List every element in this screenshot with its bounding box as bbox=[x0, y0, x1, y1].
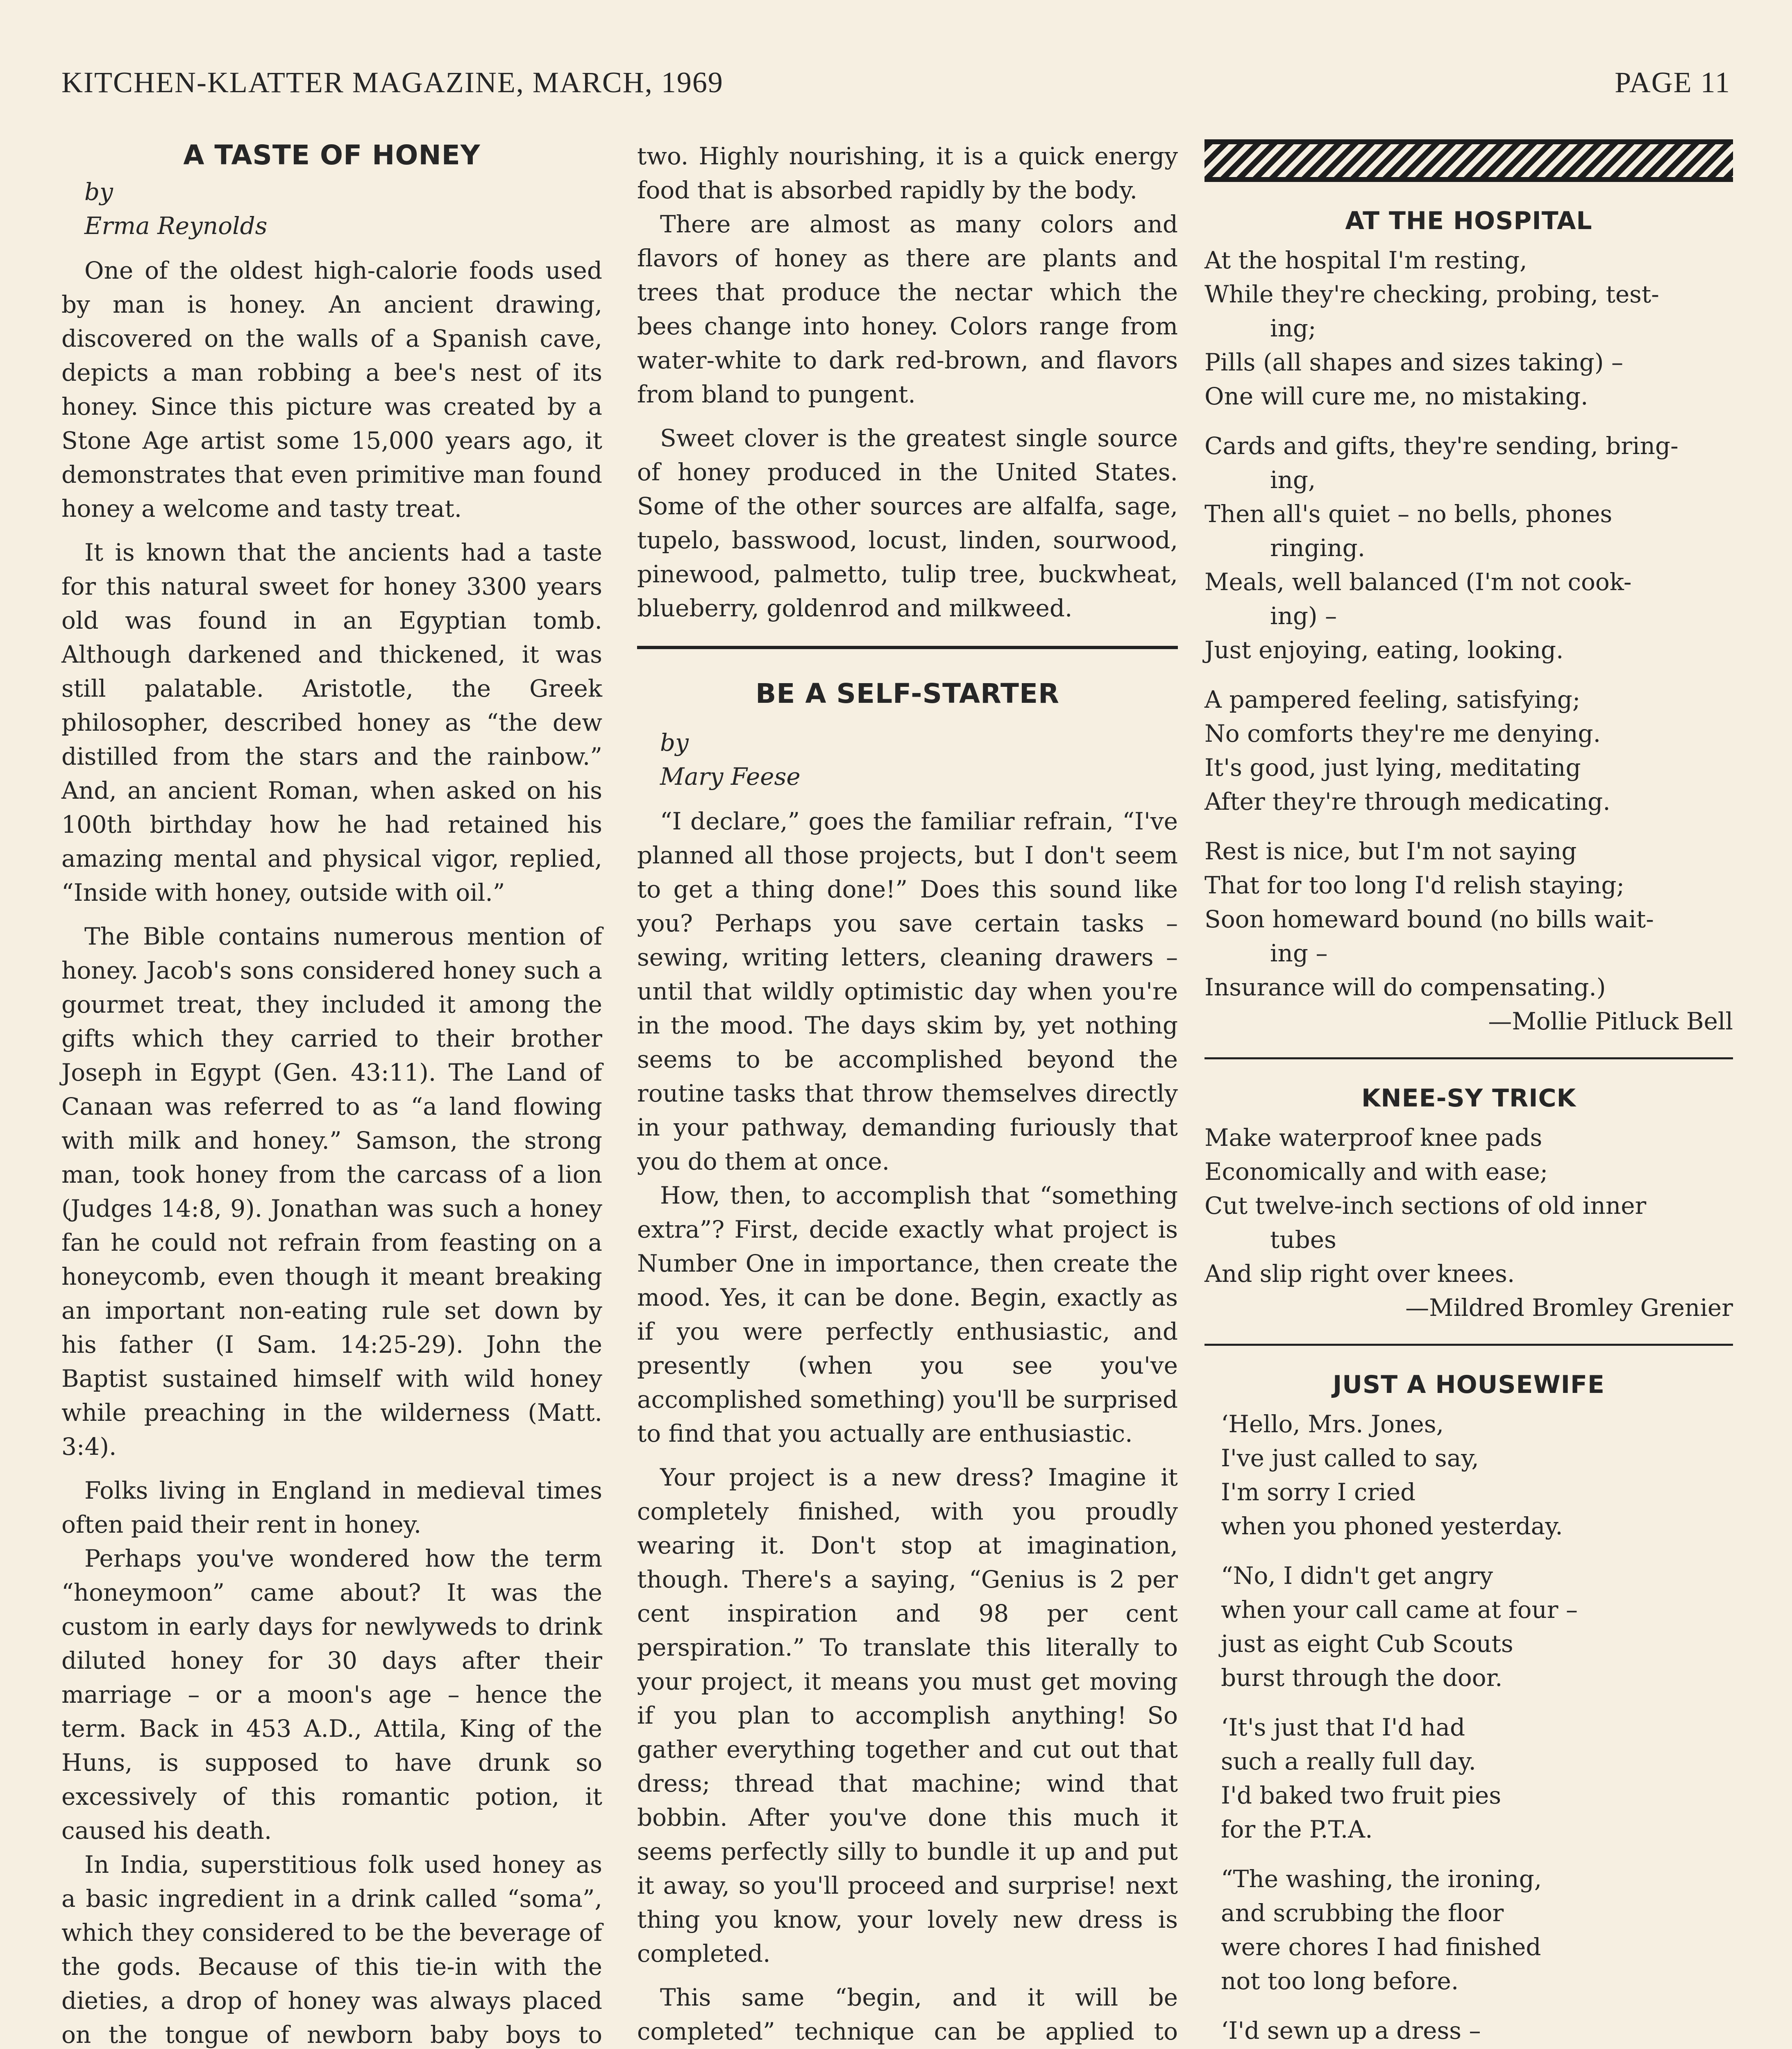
page-number: PAGE 11 bbox=[1615, 66, 1731, 99]
stanza bbox=[1204, 429, 1733, 667]
stanza bbox=[1204, 243, 1733, 413]
author-name: Erma Reynolds bbox=[84, 212, 268, 240]
paragraph: Folks living in England in medieval times often paid their rent in honey. bbox=[61, 1477, 602, 1538]
stanza bbox=[1204, 834, 1733, 1004]
stanza bbox=[1204, 683, 1733, 819]
author-name: Mary Feese bbox=[660, 763, 801, 791]
poem-line: ringing. bbox=[1270, 534, 1366, 562]
poem-line: Just enjoying, eating, looking. bbox=[1204, 636, 1564, 664]
poem-line: such a really full day. bbox=[1221, 1747, 1476, 1775]
section-divider bbox=[637, 646, 1178, 649]
poem-signature: —Mildred Bromley Grenier bbox=[1405, 1294, 1733, 1322]
paragraph: Perhaps you've wondered how the term “honeymoon” came about? It was the custom in early days for newlyweds to drink diluted honey for 30 days after their marriage – or a moon's age – hence the term. Back in 453 A.D., Attila, King of the Huns, is supposed to have drunk so excessively of this romantic potion, it caused his death. bbox=[61, 1545, 602, 1845]
poem-line: Make waterproof knee pads bbox=[1204, 1124, 1542, 1152]
paragraph: One of the oldest high-calorie foods used by man is honey. An ancient drawing, discovered on the walls of a Spanish cave, depicts a man robbing a bee's nest of its honey. Since this picture was created by a Stone Age artist some 15,000 years ago, it demonstrates that even primitive man found honey a welcome and tasty treat. bbox=[61, 257, 602, 522]
poem-line: when you phoned yesterday. bbox=[1221, 1512, 1563, 1540]
poem-line: “No, I didn't get angry bbox=[1221, 1562, 1493, 1590]
paragraph: “I declare,” goes the familiar refrain, “I've planned all those projects, but I don't seem to get a thing done!” Does this sound like you? Perhaps you save certain tasks – sewing, writing letters, cleaning drawers – until that wildly optimistic day when you're in the mood. The days skim by, yet nothing seems to be accomplished beyond the routine tasks that throw themselves directly in your pathway, demanding furiously that you do them at once. bbox=[637, 807, 1178, 1175]
poem-line: I've just called to say, bbox=[1221, 1444, 1479, 1472]
column-2 bbox=[637, 139, 1178, 2049]
poem-line: Economically and with ease; bbox=[1204, 1158, 1548, 1186]
paragraph: Your project is a new dress? Imagine it completely finished, with you proudly wearing it. Don't stop at imagination, though. There's a saying, “Genius is 2 per cent inspiration and 98 per cent perspiration.” To translate this literally to your project, it means you must get moving if you plan to accomplish anything! So gather everything together and cut out that dress; thread that machine; wind that bobbin. After you've done this much it seems perfectly silly to bundle it up and put it away, so you'll proceed and surprise! next thing you know, your lovely new dress is completed. bbox=[637, 1463, 1178, 1967]
poem-line: Meals, well balanced (I'm not cook- bbox=[1204, 568, 1632, 596]
poem-line: That for too long I'd relish staying; bbox=[1204, 871, 1624, 899]
poem-title-housewife: JUST A HOUSEWIFE bbox=[1332, 1370, 1605, 1399]
poem-line: Insurance will do compensating.) bbox=[1204, 973, 1606, 1001]
poem-line: Cards and gifts, they're sending, bring- bbox=[1204, 432, 1679, 460]
paragraph: There are almost as many colors and flavors of honey as there are plants and trees that produce the nectar which the bees change into honey. Colors range from water-white to dark red-brown, and flavors from bland to pungent. bbox=[637, 210, 1178, 408]
poem-line: ing; bbox=[1270, 314, 1316, 342]
poem-line: “The washing, the ironing, bbox=[1221, 1865, 1542, 1893]
poem-line: After they're through medicating. bbox=[1204, 788, 1611, 816]
stanza bbox=[1204, 1711, 1733, 1847]
stanza bbox=[1204, 1559, 1733, 1695]
poem-line: It's good, just lying, meditating bbox=[1204, 754, 1581, 781]
poem-line: At the hospital I'm resting, bbox=[1204, 246, 1527, 274]
stanza bbox=[1204, 1862, 1733, 1998]
poem-line: ing – bbox=[1270, 939, 1328, 967]
poem-line: Then all's quiet – no bells, phones bbox=[1204, 500, 1613, 528]
section-divider bbox=[1204, 1344, 1733, 1346]
poem-line: ing) – bbox=[1270, 602, 1337, 630]
byline-self-starter bbox=[637, 726, 1178, 794]
article-title-honey: A TASTE OF HONEY bbox=[183, 139, 481, 171]
stanza bbox=[1204, 1407, 1733, 1543]
byline-by: by bbox=[660, 729, 689, 756]
poem-line: Soon homeward bound (no bills wait- bbox=[1204, 905, 1654, 933]
stanza bbox=[1204, 2014, 1733, 2049]
section-divider bbox=[1204, 1057, 1733, 1059]
poem-line: Pills (all shapes and sizes taking) – bbox=[1204, 348, 1623, 376]
byline-by: by bbox=[84, 178, 113, 206]
column-1 bbox=[61, 139, 602, 2049]
paragraph: The Bible contains numerous mention of honey. Jacob's sons considered honey such a gourmet treat, they included it among the gifts which they carried to their brother Joseph in Egypt (Gen. 43:11). The Land of Canaan was referred to as “a land flowing with milk and honey.” Samson, the strong man, took honey from the carcass of a lion (Judges 14:8, 9). Jonathan was such a honey fan he could not refrain from feasting on a honeycomb, even though it meant breaking an important non-eating rule set down by his father (I Sam. 14:25-29). John the Baptist sustained himself with wild honey while preaching in the wilderness (Matt. 3:4). bbox=[61, 922, 602, 1461]
column-3 bbox=[1204, 139, 1733, 2049]
poem-line: ‘Hello, Mrs. Jones, bbox=[1221, 1410, 1444, 1438]
poem-signature: —Mollie Pitluck Bell bbox=[1488, 1007, 1733, 1035]
paragraph: It is known that the ancients had a taste for this natural sweet for honey 3300 years old was found in an Egyptian tomb. Although darkened and thickened, it was still palatable. Aristotle, the Greek philosopher, described honey as “the dew distilled from the stars and the rainbow.” And, an ancient Roman, when asked on his 100th birthday how he had retained his amazing mental and physical vigor, replied, “Inside with honey, outside with oil.” bbox=[61, 538, 602, 906]
paragraph: two. Highly nourishing, it is a quick energy food that is absorbed rapidly by the body. bbox=[637, 142, 1178, 204]
stanza bbox=[1204, 1121, 1733, 1291]
poem-line: While they're checking, probing, test- bbox=[1204, 280, 1659, 308]
poem-line: Rest is nice, but I'm not saying bbox=[1204, 837, 1577, 865]
poem-line: for the P.T.A. bbox=[1221, 1815, 1373, 1843]
decorative-border bbox=[1204, 139, 1733, 182]
poem-line: were chores I had finished bbox=[1221, 1933, 1541, 1961]
poem-line: Cut twelve-inch sections of old inner bbox=[1204, 1192, 1647, 1220]
poem-line: tubes bbox=[1270, 1226, 1336, 1254]
poem-title-hospital: AT THE HOSPITAL bbox=[1345, 207, 1592, 235]
poem-line: burst through the door. bbox=[1221, 1664, 1503, 1692]
paragraph: How, then, to accomplish that “something extra”? First, decide exactly what project is Number One in importance, then create the mood. Yes, it can be done. Begin, exactly as if you were perfectly enthusiastic, and presently (when you see you've accomplished something) you'll be surprised to find that you actually are enthusiastic. bbox=[637, 1181, 1178, 1447]
poem-line: not too long before. bbox=[1221, 1967, 1459, 1995]
poem-body bbox=[1204, 1407, 1733, 2049]
paragraph: This same “begin, and it will be completed” technique can be applied to bbox=[637, 1983, 1178, 2045]
poem-line: I'm sorry I cried bbox=[1221, 1478, 1416, 1506]
byline-honey bbox=[61, 175, 602, 243]
paragraph: In India, superstitious folk used honey as a basic ingredient in a drink called “soma”, which they considered to be the beverage of the gods. Because of this tie-in with the dieties, a drop of honey was always placed on the tongue of newborn baby boys to bbox=[61, 1851, 602, 2049]
poem-line: when your call came at four – bbox=[1221, 1596, 1578, 1624]
poem-line: just as eight Cub Scouts bbox=[1221, 1630, 1513, 1658]
poem-line: ‘I'd sewn up a dress – bbox=[1221, 2017, 1481, 2044]
poem-line: I'd baked two fruit pies bbox=[1221, 1781, 1502, 1809]
running-head bbox=[61, 66, 1731, 107]
poem-line: One will cure me, no mistaking. bbox=[1204, 382, 1588, 410]
poem-line: No comforts they're me denying. bbox=[1204, 720, 1601, 747]
poem-line: And slip right over knees. bbox=[1204, 1260, 1515, 1288]
poem-line: A pampered feeling, satisfying; bbox=[1204, 686, 1581, 713]
article-title-self-starter: BE A SELF-STARTER bbox=[755, 678, 1059, 709]
poem-line: and scrubbing the floor bbox=[1221, 1899, 1504, 1927]
paragraph: Sweet clover is the greatest single source of honey produced in the United States. Some of the other sources are alfalfa, sage, tupelo, basswood, locust, linden, sourwood, pinewood, palmetto, tulip tree, buckwheat, blueberry, goldenrod and milkweed. bbox=[637, 424, 1178, 622]
poem-line: ing, bbox=[1270, 466, 1316, 494]
poem-title-kneesy: KNEE-SY TRICK bbox=[1361, 1084, 1577, 1113]
poem-line: ‘It's just that I'd had bbox=[1221, 1713, 1465, 1741]
magazine-masthead: KITCHEN-KLATTER MAGAZINE, MARCH, 1969 bbox=[61, 66, 724, 99]
